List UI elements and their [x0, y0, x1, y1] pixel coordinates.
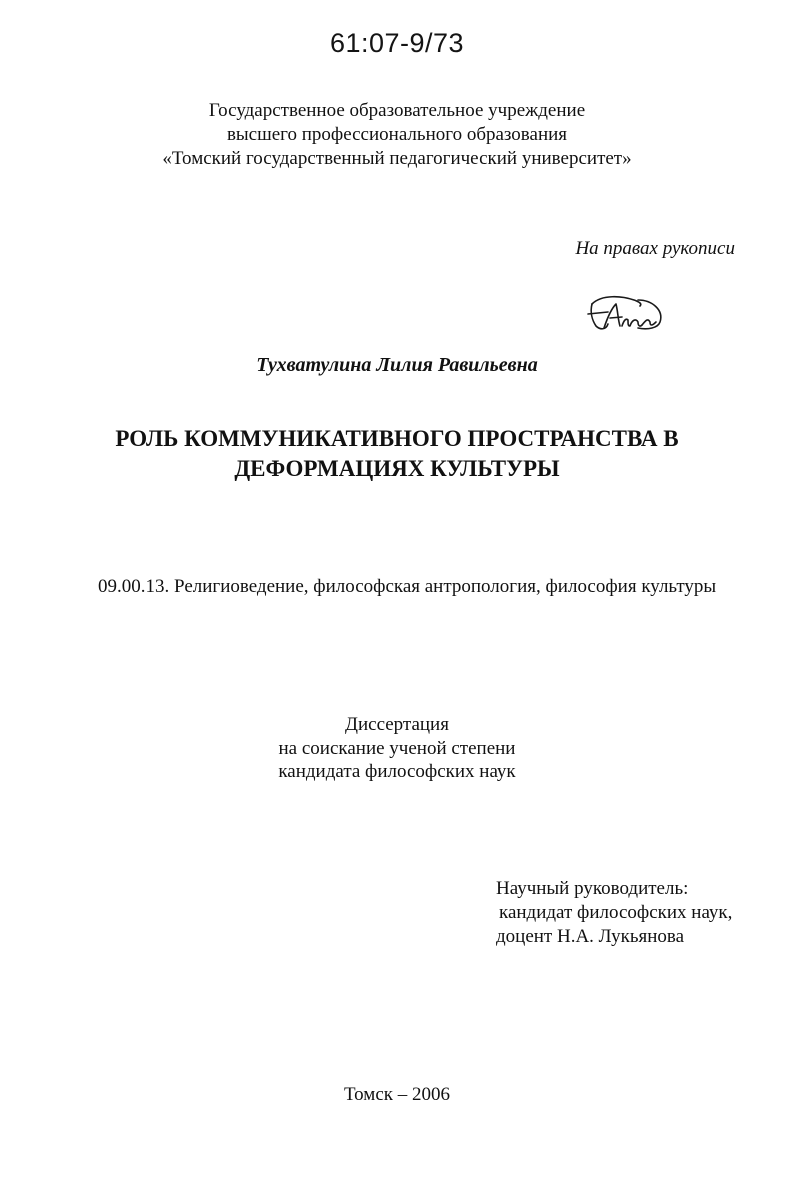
supervisor-line-2: кандидат философских наук, — [499, 902, 733, 923]
institution-block — [0, 99, 794, 171]
institution-line-3: «Томский государственный педагогический университет» — [162, 148, 632, 169]
degree-block — [0, 713, 794, 784]
thesis-title-line-2: ДЕФОРМАЦИЯХ КУЛЬТУРЫ — [234, 456, 560, 481]
supervisor-line-3: доцент Н.А. Лукьянова — [496, 926, 685, 947]
institution-line-1: Государственное образовательное учреждение — [208, 100, 586, 121]
city-year: Томск – 2006 — [343, 1084, 450, 1105]
author-name: Тухватулина Лилия Равильевна — [256, 354, 538, 376]
supervisor-line-1: Научный руководитель: — [496, 878, 689, 899]
degree-line-1: Диссертация — [345, 714, 449, 735]
signature-image — [582, 290, 668, 336]
archive-code: 61:07-9/73 — [329, 28, 465, 58]
degree-line-2: на соискание ученой степени — [278, 737, 516, 759]
manuscript-note: На правах рукописи — [575, 238, 735, 259]
specialty-code: 09.00.13. Религиоведение, философская антропология, философия культуры — [98, 576, 717, 597]
supervisor-block — [496, 877, 732, 949]
thesis-title-line-1: РОЛЬ КОММУНИКАТИВНОГО ПРОСТРАНСТВА В — [115, 426, 679, 451]
degree-line-3: кандидата философских наук — [278, 761, 516, 782]
thesis-title — [0, 424, 794, 484]
institution-line-2: высшего профессионального образования — [226, 124, 568, 145]
